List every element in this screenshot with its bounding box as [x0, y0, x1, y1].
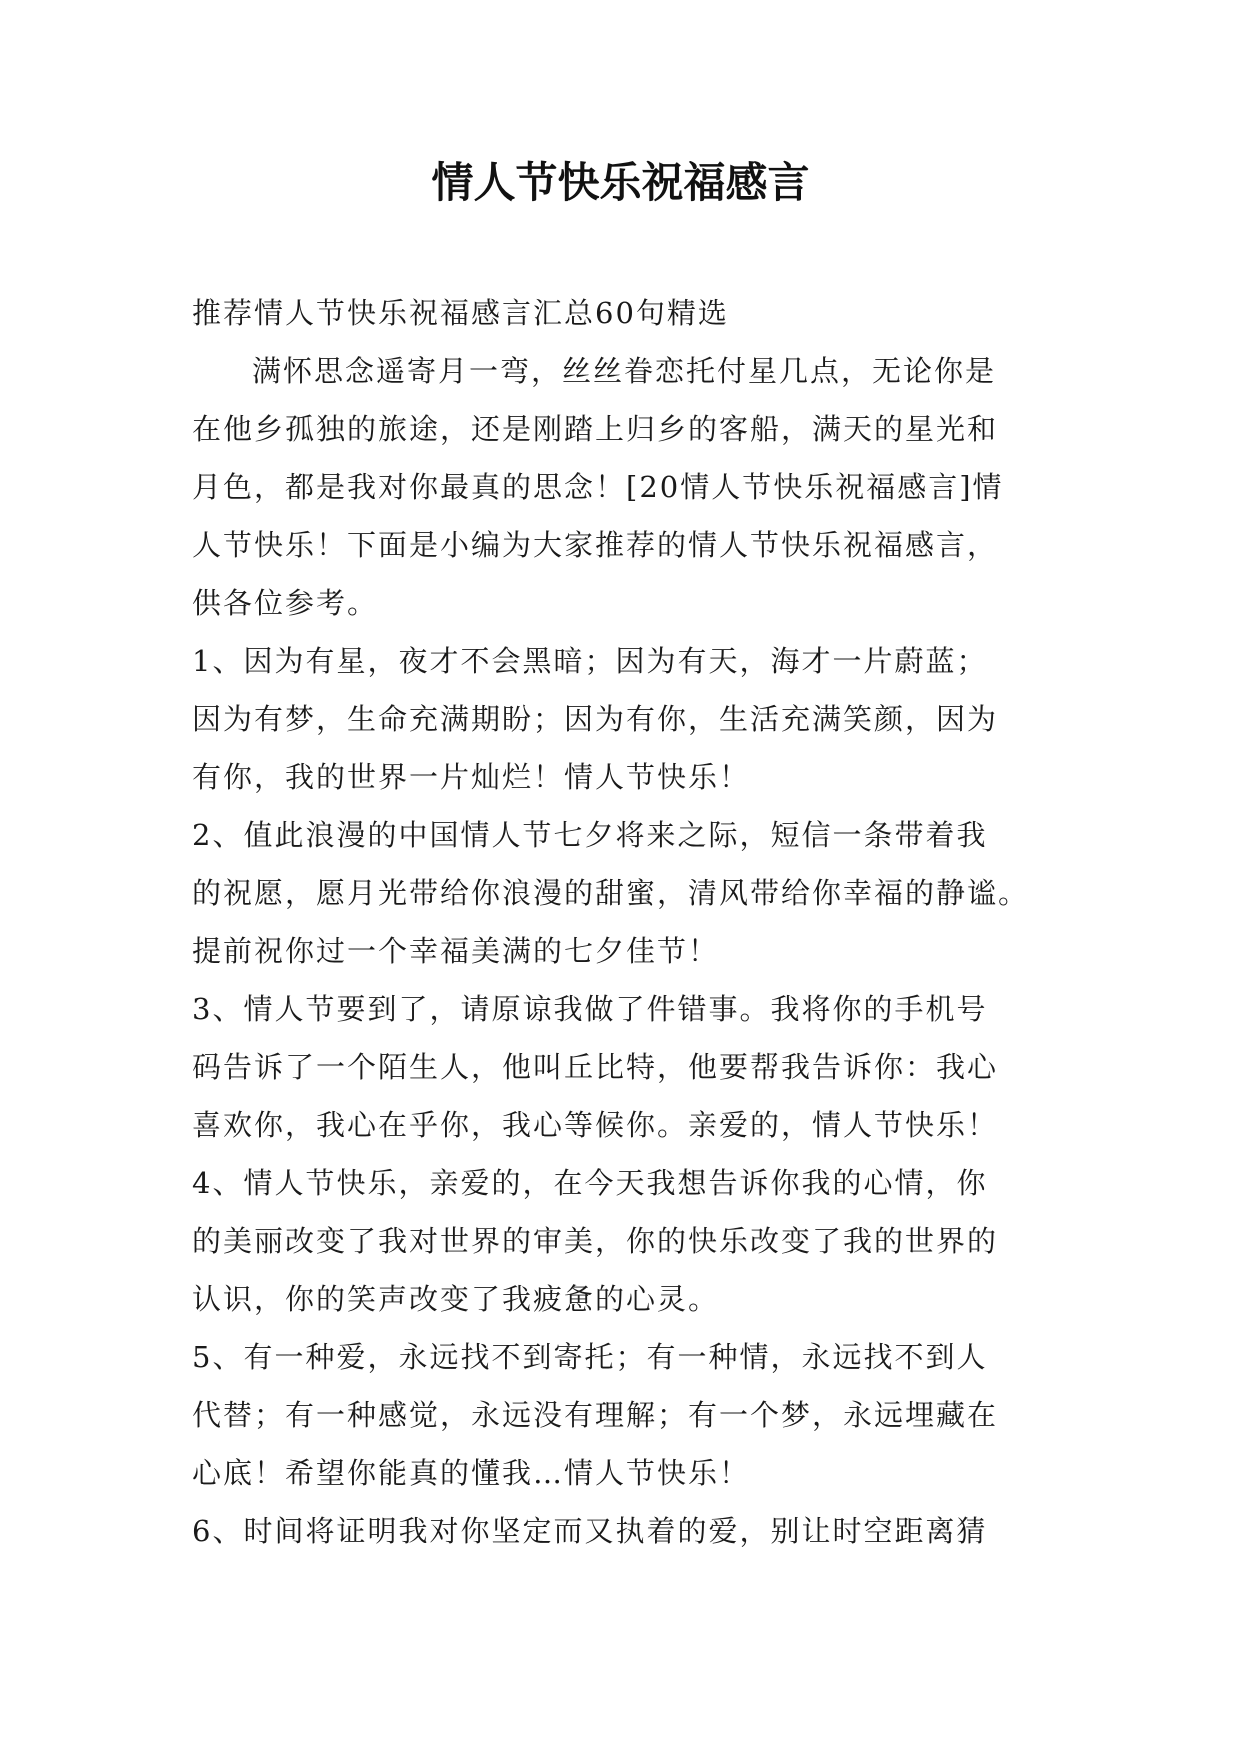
item-2-line: 提前祝你过一个幸福美满的七夕佳节！: [192, 934, 720, 968]
item-5-line: 5、有一种爱，永远找不到寄托；有一种情，永远找不到人: [192, 1340, 988, 1374]
item-4-line: 认识，你的笑声改变了我疲惫的心灵。: [192, 1282, 720, 1316]
item-2-line: 2、值此浪漫的中国情人节七夕将来之际，短信一条带着我: [192, 818, 988, 852]
item-5-line: 代替；有一种感觉，永远没有理解；有一个梦，永远埋藏在: [192, 1398, 999, 1432]
document-title: 情人节快乐祝福感言: [431, 158, 810, 207]
document-body: [192, 284, 1062, 1560]
intro-line: 供各位参考。: [192, 586, 379, 620]
item-2-line: 的祝愿，愿月光带给你浪漫的甜蜜，清风带给你幸福的静谧。: [192, 876, 1030, 910]
item-6-line: 6、时间将证明我对你坚定而又执着的爱，别让时空距离猜: [192, 1514, 988, 1548]
intro-line: 在他乡孤独的旅途，还是刚踏上归乡的客船，满天的星光和: [192, 412, 999, 446]
item-1-line: 1、因为有星，夜才不会黑暗；因为有天，海才一片蔚蓝；: [192, 644, 988, 678]
item-3-line: 3、情人节要到了，请原谅我做了件错事。我将你的手机号: [192, 992, 988, 1026]
item-3-line: 喜欢你，我心在乎你，我心等候你。亲爱的，情人节快乐！: [192, 1108, 999, 1142]
item-5-line: 心底！希望你能真的懂我…情人节快乐！: [192, 1456, 751, 1490]
subtitle-line: 推荐情人节快乐祝福感言汇总60句精选: [192, 296, 729, 330]
intro-line: 月色，都是我对你最真的思念！[20情人节快乐祝福感言]情: [192, 470, 1004, 504]
item-3-line: 码告诉了一个陌生人，他叫丘比特，他要帮我告诉你：我心: [192, 1050, 999, 1084]
item-4-line: 的美丽改变了我对世界的审美，你的快乐改变了我的世界的: [192, 1224, 999, 1258]
item-1-line: 因为有梦，生命充满期盼；因为有你，生活充满笑颜，因为: [192, 702, 999, 736]
intro-line: 满怀思念遥寄月一弯，丝丝眷恋托付星几点，无论你是: [252, 354, 997, 388]
intro-line: 人节快乐！下面是小编为大家推荐的情人节快乐祝福感言，: [192, 528, 999, 562]
item-4-line: 4、情人节快乐，亲爱的，在今天我想告诉你我的心情，你: [192, 1166, 988, 1200]
item-1-line: 有你，我的世界一片灿烂！情人节快乐！: [192, 760, 751, 794]
